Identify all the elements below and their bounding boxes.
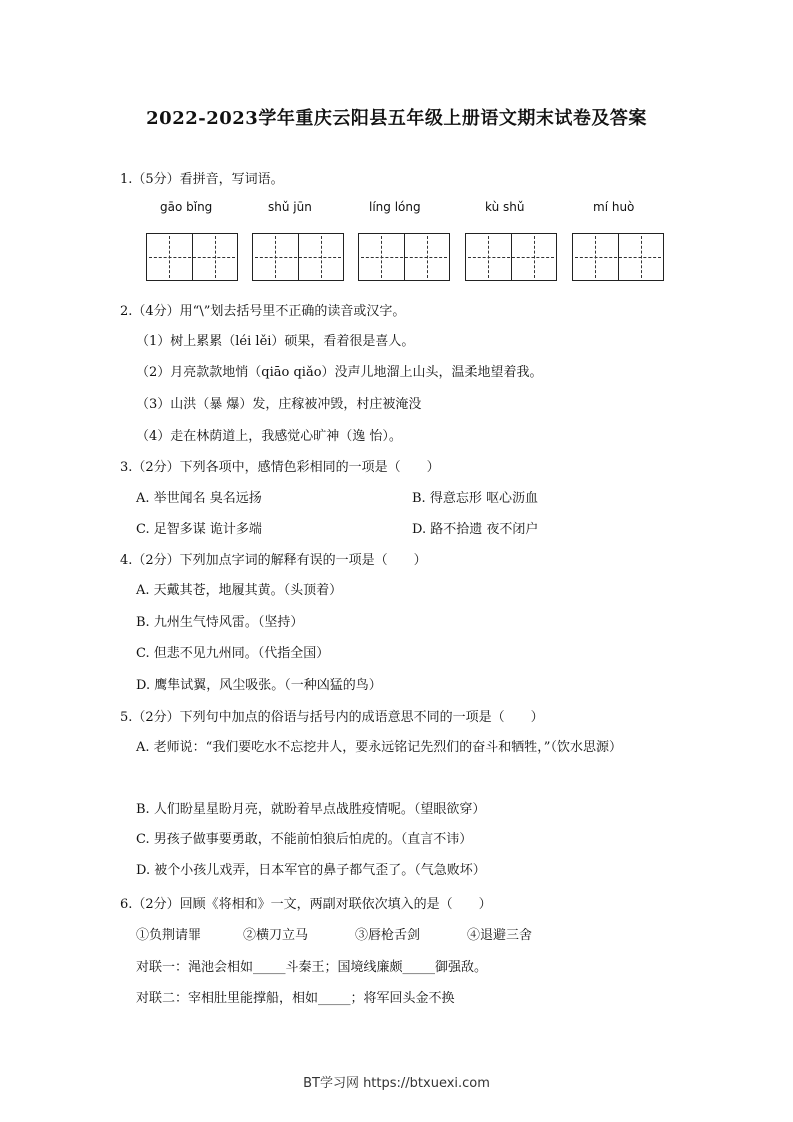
q3-option-d: D. 路不拾遗 夜不闭户: [412, 522, 539, 537]
pinyin-2: shǔ jūn: [268, 200, 312, 214]
q2-item-4: （4）走在林荫道上，我感觉心旷神（逸 怡）。: [136, 429, 402, 444]
q2-item-2: （2）月亮款款地悄（qiāo qiǎo）没声儿地溜上山头，温柔地望着我。: [136, 365, 543, 380]
q3-stem: 3.（2分）下列各项中，感情色彩相同的一项是（ ）: [120, 460, 440, 475]
q4-option-c: C. 但悲不见九州同。（代指全国）: [136, 646, 330, 661]
writing-grid-2[interactable]: [252, 233, 344, 281]
writing-grid-1[interactable]: [146, 233, 238, 281]
q3-option-c: C. 足智多谋 诡计多端: [136, 522, 262, 537]
q4-stem: 4.（2分）下列加点字词的解释有误的一项是（ ）: [120, 553, 427, 568]
q3-option-b: B. 得意忘形 呕心沥血: [412, 491, 538, 506]
q5-option-c: C. 男孩子做事要勇敢，不能前怕狼后怕虎的。（直言不讳）: [136, 832, 473, 847]
q5-option-d: D. 被个小孩儿戏弄，日本军官的鼻子都气歪了。（气急败坏）: [136, 863, 486, 878]
q2-stem: 2.（4分）用“\”划去括号里不正确的读音或汉字。: [120, 304, 406, 319]
q6-stem: 6.（2分）回顾《将相和》一文，两副对联依次填入的是（ ）: [120, 897, 492, 912]
q6-choice-1: ①负荆请罪: [136, 928, 202, 943]
pinyin-4: kù shǔ: [485, 200, 525, 214]
pinyin-1: gāo bǐng: [160, 200, 213, 214]
q6-choice-2: ②横刀立马: [243, 928, 309, 943]
q4-option-b: B. 九州生气恃风雷。（坚持）: [136, 615, 304, 630]
q3-option-a: A. 举世闻名 臭名远扬: [136, 491, 262, 506]
pinyin-3: líng lóng: [369, 200, 421, 214]
site-footer: BT学习网 https://btxuexi.com: [303, 1076, 490, 1091]
pinyin-5: mí huò: [593, 200, 635, 214]
writing-grid-4[interactable]: [465, 233, 557, 281]
writing-grid-5[interactable]: [572, 233, 664, 281]
page-title: 2022-2023学年重庆云阳县五年级上册语文期末试卷及答案: [146, 108, 647, 129]
q5-stem: 5.（2分）下列句中加点的俗语与括号内的成语意思不同的一项是（ ）: [120, 710, 544, 725]
q6-choice-4: ④退避三舍: [467, 928, 533, 943]
q6-choice-3: ③唇枪舌剑: [355, 928, 421, 943]
writing-grid-3[interactable]: [358, 233, 450, 281]
q5-option-a: A. 老师说：“我们要吃水不忘挖井人，要永远铭记先烈们的奋斗和牺牲，”（饮水思源）: [136, 740, 622, 755]
q5-option-b: B. 人们盼星星盼月亮，就盼着早点战胜疫情呢。（望眼欲穿）: [136, 802, 486, 817]
q4-option-a: A. 天戴其苍，地履其黄。（头顶着）: [136, 583, 343, 598]
q2-item-3: （3）山洪（暴 爆）发，庄稼被冲毁，村庄被淹没: [136, 397, 422, 412]
q1-stem: 1.（5分）看拼音，写词语。: [120, 172, 284, 187]
q6-couplet-2: 对联二：宰相肚里能撑船，相如_____；将军回头金不换: [136, 991, 455, 1006]
q6-couplet-1: 对联一：渑池会相如_____斗秦王；国境线廉颇_____御强敌。: [136, 960, 488, 975]
q4-option-d: D. 鹰隼试翼，风尘吸张。（一种凶猛的鸟）: [136, 678, 382, 693]
q2-item-1: （1）树上累累（léi lěi）硕果，看着很是喜人。: [136, 334, 415, 349]
